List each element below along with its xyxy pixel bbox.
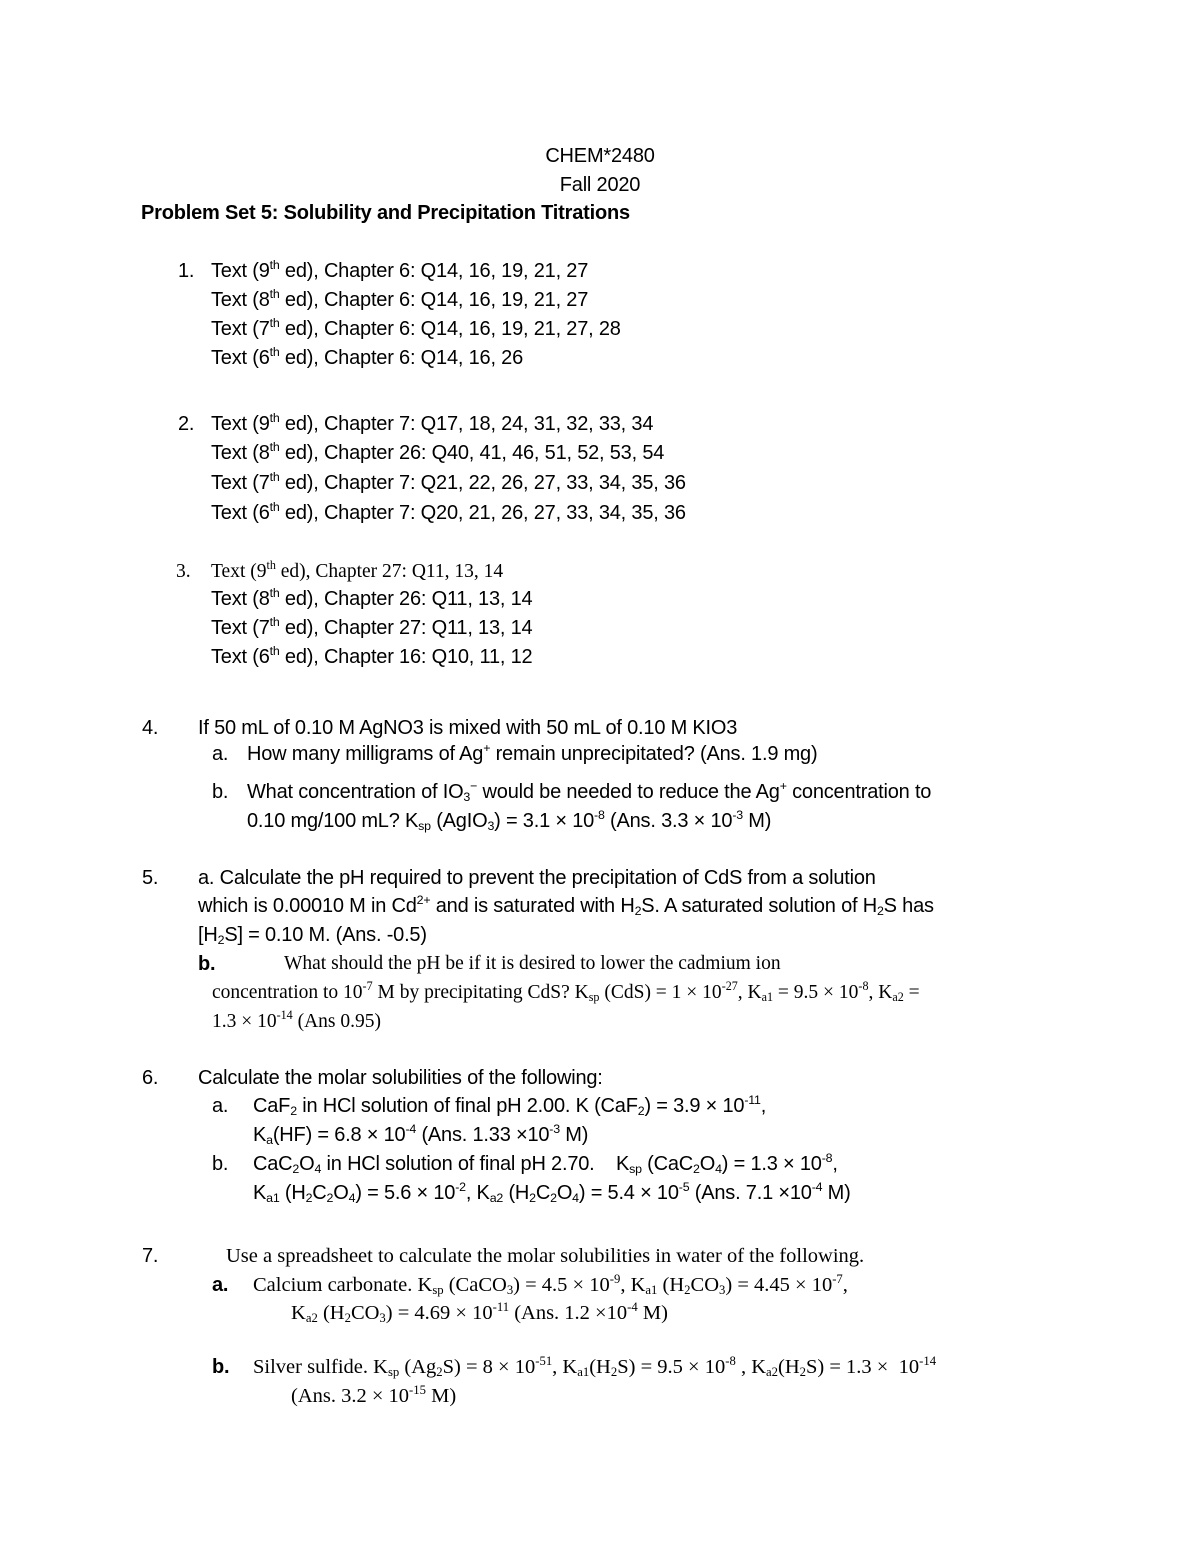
q5a-line3: $[H_2S] = 0.10$ M. (Ans. -0.5)	[198, 924, 427, 948]
course-code: CHEM*2480	[545, 145, 655, 167]
q1-number: 1.	[178, 260, 195, 282]
q7-number: 7.	[142, 1245, 159, 1267]
q6b-label: b.	[212, 1153, 229, 1175]
q4b-line2: 0.10 mg/100 mL? $K_{sp}$ (AgIO$_3$) = $3.1 \times 10^{-8}$ (Ans. $3.3 \times 10^{-3}$ M)	[247, 807, 772, 834]
q5a-line2: which is 0.00010 M in $Cd^{2+}$ and is saturated with $H_2S$. A saturated solution of $H_2S$ has	[198, 892, 934, 919]
q7a-label: a.	[212, 1274, 229, 1296]
q7a-line1: Calcium carbonate. $K_{sp}$ (CaCO$_3$) = $4.5 \times 10^{-9}$, $K_{a1}$ $(H_2CO_3) = 4.45 \times 10^{-7}$,	[253, 1271, 848, 1298]
q4b-label: b.	[212, 781, 229, 803]
q5b-label: b.	[198, 953, 216, 975]
q1-line: Text (8th ed), Chapter 6: Q14, 16, 19, 21, 27	[211, 286, 589, 311]
q4a-label: a.	[212, 743, 229, 765]
q3-line: Text (6th ed), Chapter 16: Q10, 11, 12	[211, 643, 533, 668]
q7a-line2: $K_{a2}$ $(H_2CO_3) = 4.69 \times 10^{-11}$ (Ans. $1.2 \times 10^{-4}$ M)	[291, 1299, 668, 1326]
q4a-text: How many milligrams of Ag+ remain unprecipitated? (Ans. 1.9 mg)	[247, 740, 818, 765]
q3-line: Text (7th ed), Chapter 27: Q11, 13, 14	[211, 614, 533, 639]
q3-line: Text (8th ed), Chapter 26: Q11, 13, 14	[211, 585, 533, 610]
q7-stem: Use a spreadsheet to calculate the molar solubilities in water of the following.	[226, 1245, 865, 1267]
q1-line: Text (7th ed), Chapter 6: Q14, 16, 19, 21, 27, 28	[211, 315, 621, 340]
q5b-line1: What should the pH be if it is desired to lower the cadmium ion	[284, 953, 781, 974]
q2-line: Text (9th ed), Chapter 7: Q17, 18, 24, 31, 32, 33, 34	[211, 410, 654, 435]
q1-line: Text (6th ed), Chapter 6: Q14, 16, 26	[211, 344, 524, 369]
q7b-line1: Silver sulfide. $K_{sp}$ $(Ag_2S) = 8 \times 10^{-51}$, $K_{a1}(H_2S) = 9.5 \times 10^{-8}$ , $K_{a2}(H_2S) = 1.3 \times 10^{-14}$	[253, 1353, 937, 1380]
q4b-line1: What concentration of $IO_3^-$ would be needed to reduce the Ag+ concentration to	[247, 778, 932, 805]
q6b-line2: $K_{a1}$ $(H_2C_2O_4) = 5.6 \times 10^{-2}$, $K_{a2}$ $(H_2C_2O_4) = 5.4 \times 10^{-5}$ (Ans. $7.1 \times 10^{-4}$ M)	[253, 1179, 851, 1206]
term: Fall 2020	[559, 174, 641, 196]
q6a-label: a.	[212, 1095, 229, 1117]
problem-set-title: Problem Set 5: Solubility and Precipitation Titrations	[141, 202, 630, 224]
q6b-line1: $CaC_2O_4$ in HCl solution of final pH 2.70. $K_{sp}$ $(CaC_2O_4) = 1.3 \times 10^{-8}$,	[253, 1150, 838, 1177]
q5b-line3: $1.3 \times 10^{-14}$ (Ans 0.95)	[212, 1008, 382, 1032]
q2-number: 2.	[178, 413, 195, 435]
q6a-line1: CaF$_2$ in HCl solution of final pH 2.00. K $(CaF_2) = 3.9 \times 10^{-11}$,	[253, 1092, 767, 1119]
q7b-line2: (Ans. $3.2 \times 10^{-15}$ M)	[291, 1382, 457, 1407]
q3-line: Text (9th ed), Chapter 27: Q11, 13, 14	[211, 558, 504, 582]
q5b-line2: concentration to $10^{-7}$ M by precipitating CdS? $K_{sp}$ $(CdS) = 1 \times 10^{-27}$, $K_{a1} = 9.5 \times 10^{-8}$, $K_{a2}$ =	[212, 979, 920, 1005]
q4-number: 4.	[142, 717, 159, 739]
q6-stem: Calculate the molar solubilities of the following:	[198, 1067, 603, 1089]
q5-number: 5.	[142, 867, 159, 889]
q7b-label: b.	[212, 1356, 230, 1378]
q2-line: Text (8th ed), Chapter 26: Q40, 41, 46, 51, 52, 53, 54	[211, 439, 665, 464]
q2-line: Text (6th ed), Chapter 7: Q20, 21, 26, 27, 33, 34, 35, 36	[211, 499, 686, 524]
q5a-line1: a. Calculate the pH required to prevent the precipitation of CdS from a solution	[198, 867, 876, 889]
q1-line: Text (9th ed), Chapter 6: Q14, 16, 19, 21, 27	[211, 257, 589, 282]
q3-number: 3.	[176, 561, 191, 582]
q4-stem: If 50 mL of 0.10 M AgNO3 is mixed with 50 mL of 0.10 M KIO3	[198, 717, 738, 739]
q6-number: 6.	[142, 1067, 159, 1089]
q6a-line2: $K_a(HF) = 6.8 \times 10^{-4}$ (Ans. $1.33 \times 10^{-3}$ M)	[253, 1121, 589, 1148]
q2-line: Text (7th ed), Chapter 7: Q21, 22, 26, 27, 33, 34, 35, 36	[211, 469, 686, 494]
